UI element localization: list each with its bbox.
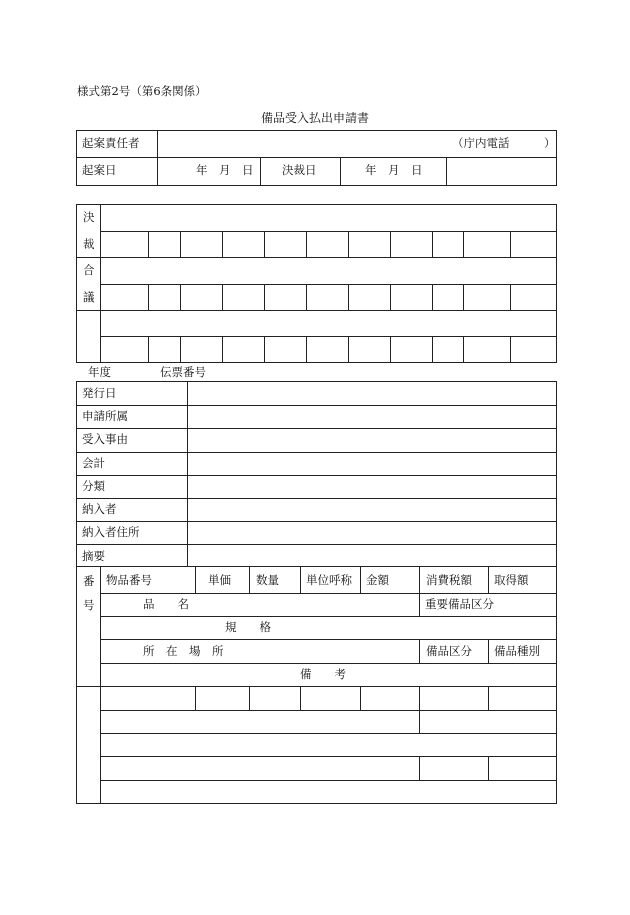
draft-date-label: 起案日 [82,163,117,177]
responsible-label: 起案責任者 [82,136,140,150]
header-amount: 金額 [366,573,389,587]
quantity-cell[interactable] [251,688,298,708]
year-label: 年度 [88,365,111,379]
detail-label-summary: 摘要 [82,549,105,563]
header-item-number: 物品番号 [106,573,152,587]
department-field[interactable] [190,407,554,426]
detail-label-department: 申請所属 [82,409,128,423]
consult-char-1: 合 [83,263,95,277]
detail-label-issue-date: 発行日 [82,386,117,400]
number-char-2: 号 [83,598,95,612]
consumption-tax-cell[interactable] [421,688,486,708]
phone-label: （庁内電話 ） [452,136,556,150]
equipment-category-cell[interactable] [421,758,486,778]
draft-date-format[interactable]: 年 月 日 [196,163,254,177]
number-char-1: 番 [83,574,95,588]
form-title: 備品受入払出申請書 [260,111,369,125]
decision-date-label: 決裁日 [282,163,317,177]
amount-cell[interactable] [362,688,417,708]
account-field[interactable] [190,454,554,473]
acquisition-amount-cell[interactable] [490,688,555,708]
header-important-category: 重要備品区分 [425,597,494,611]
header-acquisition-amount: 取得額 [494,573,529,587]
supplier-field[interactable] [190,500,554,519]
location-cell[interactable] [102,758,417,778]
form-number: 様式第2号（第6条関係） [77,84,207,98]
header-consumption-tax: 消費税額 [426,573,472,587]
header-spec: 規 格 [225,620,271,634]
header-remarks: 備 考 [300,667,346,681]
header-location: 所 在 場 所 [143,644,224,658]
supplier-address-field[interactable] [190,523,554,542]
decision-date-format[interactable]: 年 月 日 [365,163,423,177]
important-category-cell[interactable] [421,712,555,731]
header-unit-name: 単位呼称 [306,573,352,587]
issue-date-field[interactable] [190,384,554,403]
slip-number-label: 伝票番号 [160,365,206,379]
decision-char-2: 裁 [83,237,95,251]
responsible-field[interactable] [160,133,440,155]
summary-field[interactable] [190,546,554,565]
header-equipment-type: 備品種別 [494,644,540,658]
spec-cell[interactable] [102,735,555,754]
header-unit-price: 単価 [208,573,231,587]
unit-name-cell[interactable] [302,688,358,708]
category-field[interactable] [190,477,554,496]
detail-label-reason: 受入事由 [82,432,128,446]
decision-char-1: 決 [83,210,95,224]
header-equipment-category: 備品区分 [426,644,472,658]
header-quantity: 数量 [256,573,279,587]
top-extra-field[interactable] [449,160,554,183]
detail-label-supplier: 納入者 [82,502,117,516]
equipment-type-cell[interactable] [490,758,555,778]
header-item-name: 品 名 [143,597,189,611]
reason-field[interactable] [190,430,554,449]
unit-price-cell[interactable] [197,688,247,708]
detail-label-category: 分類 [82,479,105,493]
detail-label-account: 会計 [82,456,105,470]
detail-label-supplier-address: 納入者住所 [82,525,140,539]
consult-char-2: 議 [83,290,95,304]
item-number-cell[interactable] [102,688,193,708]
remarks-cell[interactable] [102,782,555,802]
item-name-cell[interactable] [102,712,417,731]
